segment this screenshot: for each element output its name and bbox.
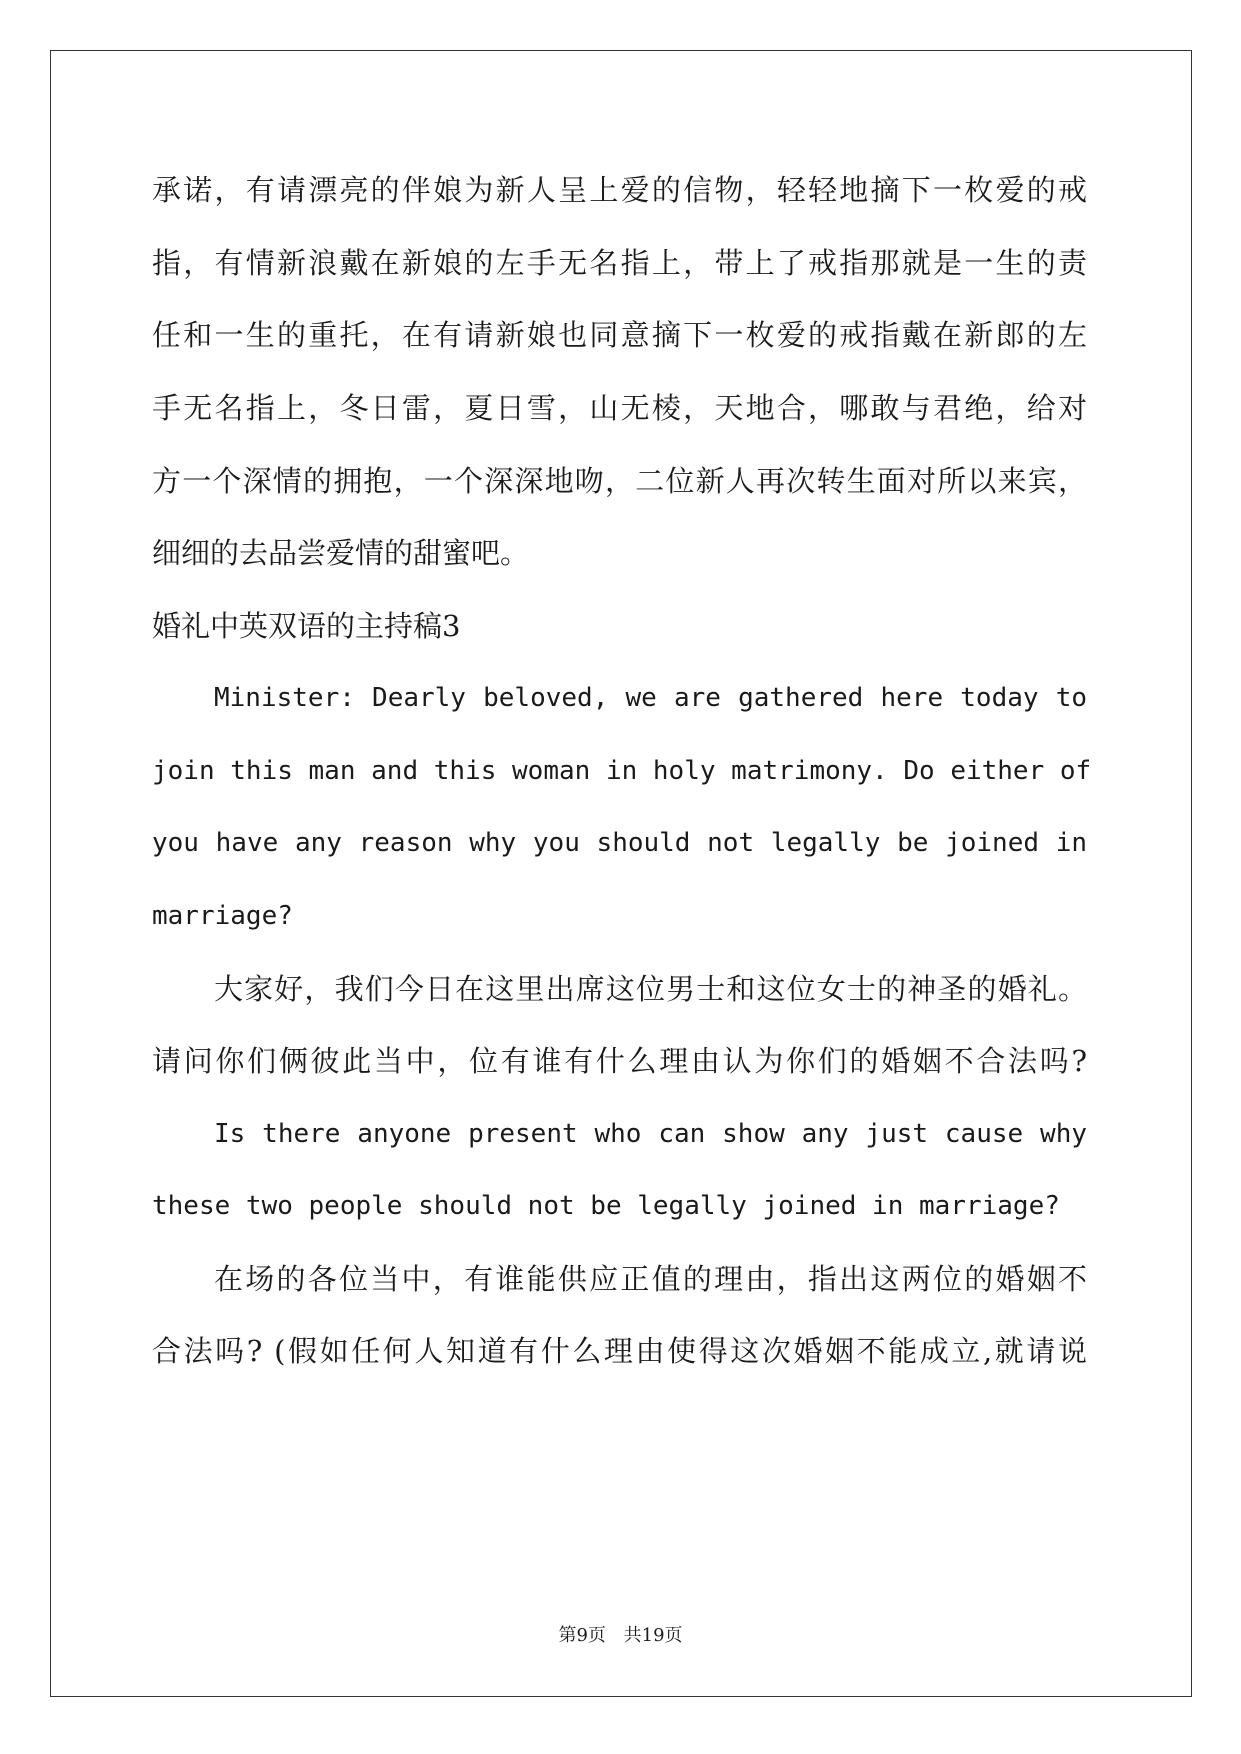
text-line: 合法吗? (假如任何人知道有什么理由使得这次婚姻不能成立,就请说 (152, 1334, 1087, 1368)
text-line: 大家好，我们今日在这里出席这位男士和这位女士的神圣的婚礼。 (214, 972, 1087, 1006)
text-line: 细细的去品尝爱情的甜蜜吧。 (152, 536, 530, 570)
text-line: 在场的各位当中，有谁能供应正值的理由，指出这两位的婚姻不 (214, 1262, 1087, 1296)
text-line: 任和一生的重托，在有请新娘也同意摘下一枚爱的戒指戴在新郎的左 (152, 318, 1087, 352)
page-number-current: 第9页 (558, 1625, 606, 1646)
page-border (50, 50, 1192, 1697)
page-number-total: 共19页 (623, 1625, 683, 1646)
text-line: you have any reason why you should not legally be joined in (152, 828, 1087, 858)
text-line: marriage? (152, 901, 293, 931)
text-line: join this man and this woman in holy matrimony. Do either of (152, 756, 1092, 786)
text-line: 指，有情新浪戴在新娘的左手无名指上，带上了戒指那就是一生的责 (152, 246, 1087, 280)
text-line: 手无名指上，冬日雷，夏日雪，山无棱，天地合，哪敢与君绝，给对 (152, 391, 1087, 425)
section-heading: 婚礼中英双语的主持稿3 (152, 609, 461, 643)
text-line: 承诺，有请漂亮的伴娘为新人呈上爱的信物，轻轻地摘下一枚爱的戒 (152, 173, 1087, 207)
page-footer (0, 1624, 1241, 1648)
text-line: these two people should not be legally joined in marriage? (152, 1191, 1060, 1221)
text-line: 请问你们俩彼此当中，位有谁有什么理由认为你们的婚姻不合法吗? (152, 1044, 1087, 1078)
text-line: Minister: Dearly beloved, we are gathered here today to (214, 683, 1087, 713)
text-line: 方一个深情的拥抱，一个深深地吻，二位新人再次转生面对所以来宾， (152, 464, 1087, 498)
text-line: Is there anyone present who can show any just cause why (214, 1119, 1087, 1149)
